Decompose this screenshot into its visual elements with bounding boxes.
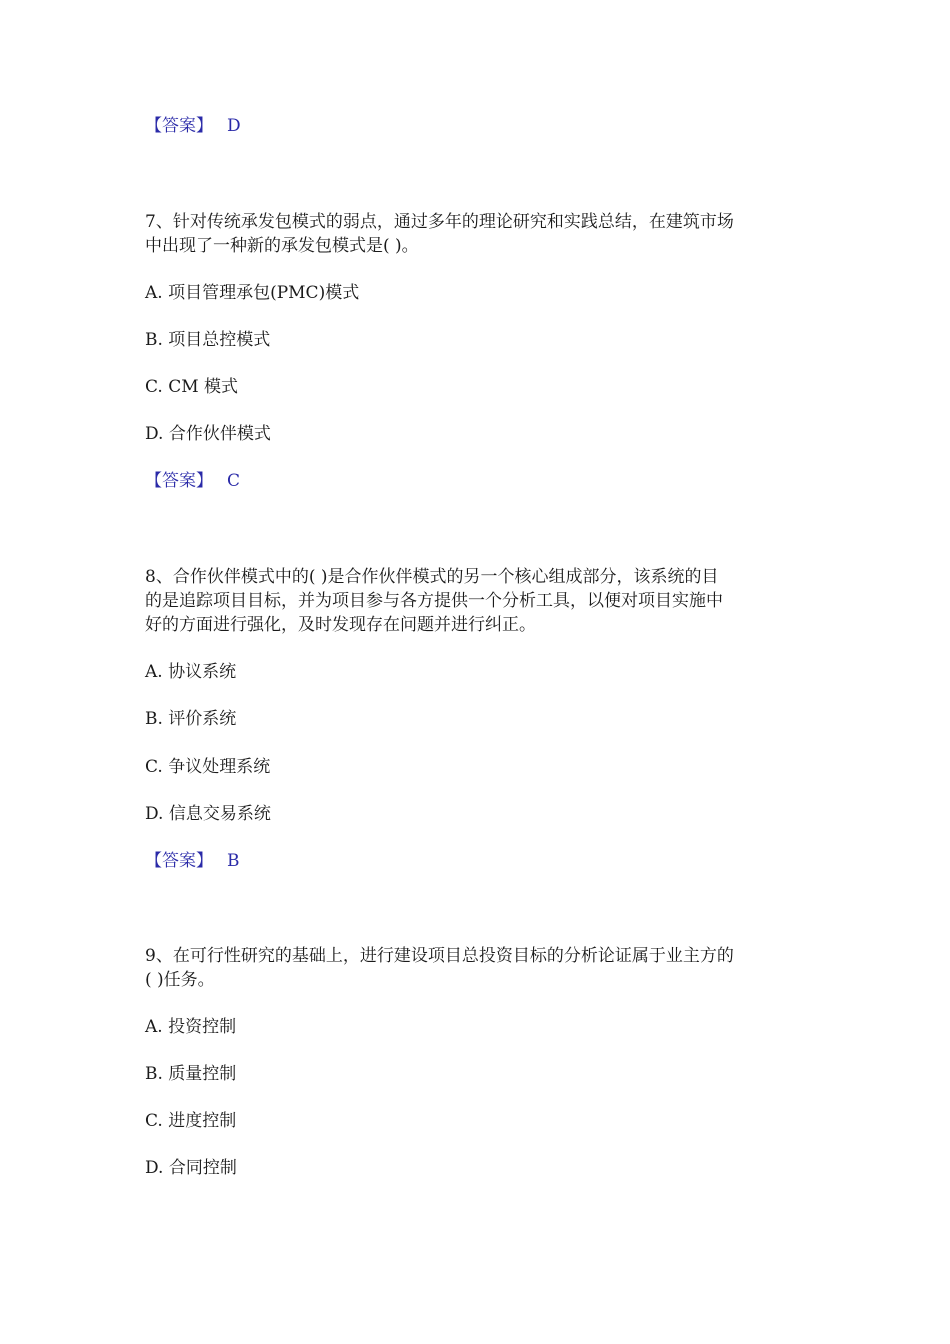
question-8-option-c: C. 争议处理系统 [145, 757, 271, 777]
question-8-stem-line-2: 的是追踪项目目标，并为项目参与各方提供一个分析工具，以便对项目实施中 [145, 591, 723, 611]
question-9-option-a: A. 投资控制 [145, 1017, 237, 1037]
answer-label: 【答案】 [145, 471, 213, 491]
question-8-option-d: D. 信息交易系统 [145, 804, 271, 824]
answer-line-q6 [145, 116, 241, 136]
question-9-stem-line-2: ( )任务。 [145, 970, 215, 990]
question-7-option-d: D. 合作伙伴模式 [145, 424, 271, 444]
question-7-option-c: C. CM 模式 [145, 377, 239, 397]
question-9-option-c: C. 进度控制 [145, 1111, 237, 1131]
question-9-option-d: D. 合同控制 [145, 1158, 237, 1178]
question-8-option-b: B. 评价系统 [145, 709, 237, 729]
question-9-option-b: B. 质量控制 [145, 1064, 237, 1084]
question-8-option-a: A. 协议系统 [145, 662, 237, 682]
answer-line-q8 [145, 851, 240, 871]
answer-key: B [227, 851, 240, 871]
answer-key: C [227, 471, 241, 491]
answer-line-q7 [145, 471, 240, 491]
question-7-stem-line-1: 7、针对传统承发包模式的弱点，通过多年的理论研究和实践总结，在建筑市场 [145, 212, 734, 232]
answer-label: 【答案】 [145, 851, 213, 871]
question-8-stem-line-1: 8、合作伙伴模式中的( )是合作伙伴模式的另一个核心组成部分，该系统的目 [145, 567, 719, 587]
question-7-option-b: B. 项目总控模式 [145, 330, 271, 350]
question-8-stem-line-3: 好的方面进行强化，及时发现存在问题并进行纠正。 [145, 615, 536, 635]
answer-label: 【答案】 [145, 116, 213, 136]
question-7-stem-line-2: 中出现了一种新的承发包模式是( )。 [145, 236, 419, 256]
answer-key: D [227, 116, 241, 136]
question-7-option-a: A. 项目管理承包(PMC)模式 [145, 283, 360, 303]
question-9-stem-line-1: 9、在可行性研究的基础上，进行建设项目总投资目标的分析论证属于业主方的 [145, 946, 734, 966]
